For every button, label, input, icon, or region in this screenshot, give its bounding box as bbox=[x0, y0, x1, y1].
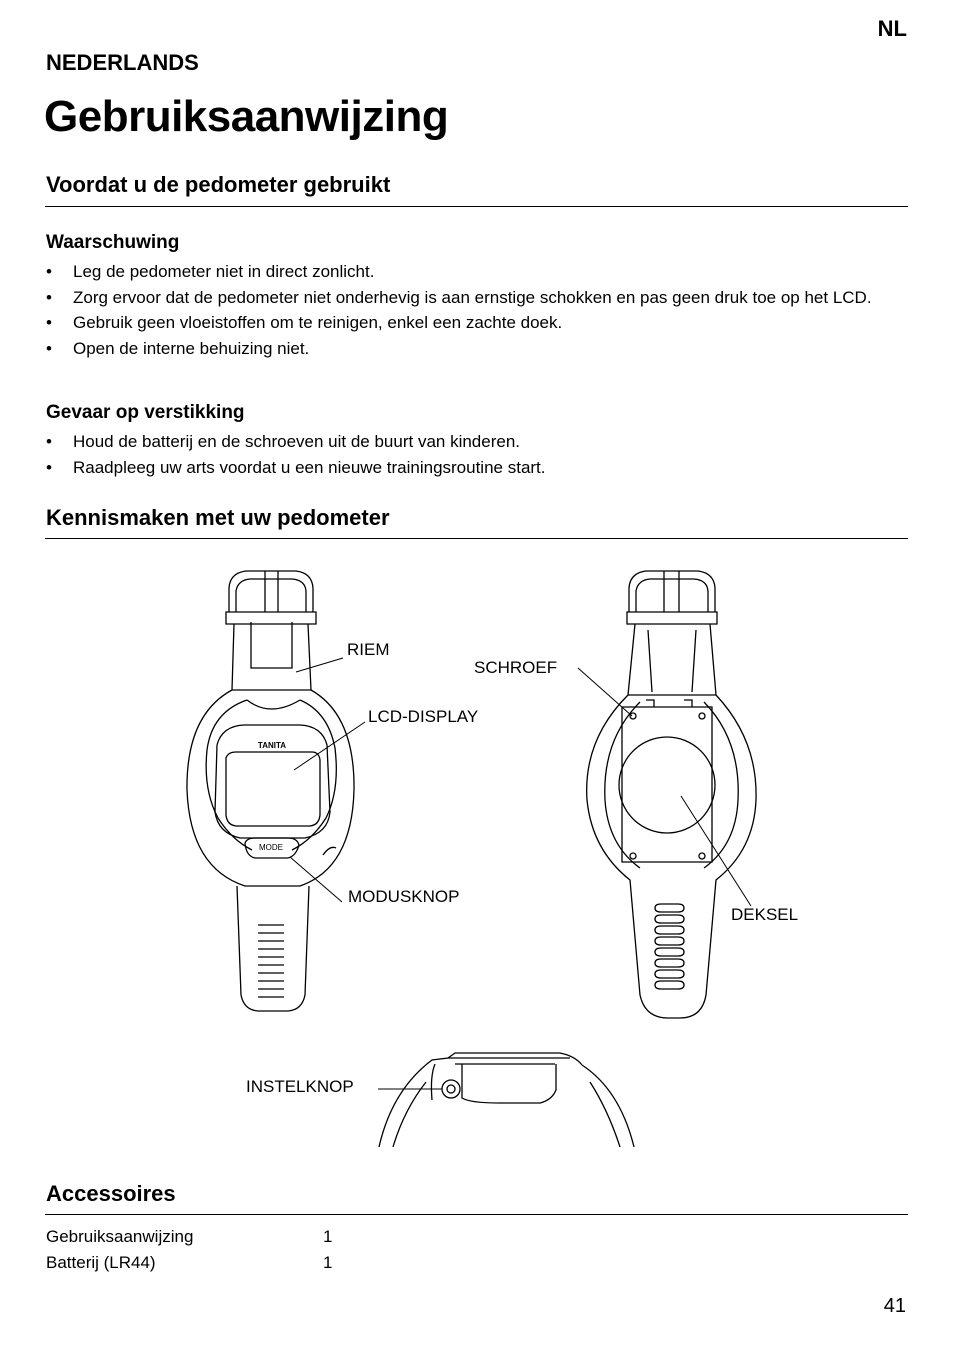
section-heading-accessories: Accessoires bbox=[46, 1181, 176, 1206]
label-lcd-display: LCD-DISPLAY bbox=[368, 707, 479, 726]
label-mode-button: MODUSKNOP bbox=[348, 887, 460, 906]
watch-back-illustration bbox=[587, 571, 756, 1018]
watch-side-illustration bbox=[379, 1053, 634, 1147]
callout-lines bbox=[290, 658, 751, 1089]
list-item: • Houd de batterij en de schroeven uit de buurt van kinderen. bbox=[46, 429, 908, 455]
label-screw: SCHROEF bbox=[474, 658, 558, 677]
page-title: Gebruiksaanwijzing bbox=[44, 92, 449, 141]
section-heading-before-use: Voordat u de pedometer gebruikt bbox=[46, 172, 391, 197]
accessory-quantity: 1 bbox=[323, 1227, 333, 1246]
label-set-button: INSTELKNOP bbox=[246, 1077, 354, 1096]
list-item: • Open de interne behuizing niet. bbox=[46, 336, 908, 362]
list-item: • Leg de pedometer niet in direct zonlicht. bbox=[46, 259, 908, 285]
label-strap: RIEM bbox=[347, 640, 390, 659]
accessory-quantity: 1 bbox=[323, 1253, 333, 1272]
choking-heading: Gevaar op verstikking bbox=[46, 402, 245, 423]
list-item: • Gebruik geen vloeistoffen om te reinigen, enkel een zachte doek. bbox=[46, 310, 908, 336]
accessory-name: Gebruiksaanwijzing bbox=[46, 1227, 194, 1246]
accessory-row bbox=[46, 1227, 446, 1253]
watch-front-illustration bbox=[187, 571, 354, 1011]
section-divider bbox=[45, 1214, 908, 1215]
label-cover: DEKSEL bbox=[731, 905, 799, 924]
warning-heading: Waarschuwing bbox=[46, 232, 180, 253]
list-item: • Raadpleeg uw arts voordat u een nieuwe trainingsroutine start. bbox=[46, 455, 908, 481]
mode-button-text: MODE bbox=[259, 843, 283, 852]
brand-logo-text: TANITA bbox=[257, 741, 287, 750]
language-code: NL bbox=[877, 16, 907, 41]
accessory-row bbox=[46, 1253, 446, 1279]
accessory-name: Batterij (LR44) bbox=[46, 1253, 156, 1272]
section-heading-getting-to-know: Kennismaken met uw pedometer bbox=[46, 505, 390, 530]
language-name: NEDERLANDS bbox=[46, 50, 199, 75]
page-number: 41 bbox=[883, 1295, 906, 1317]
list-item: • Zorg ervoor dat de pedometer niet onderhevig is aan ernstige schokken en pas geen druk toe op het LCD. bbox=[46, 285, 908, 311]
